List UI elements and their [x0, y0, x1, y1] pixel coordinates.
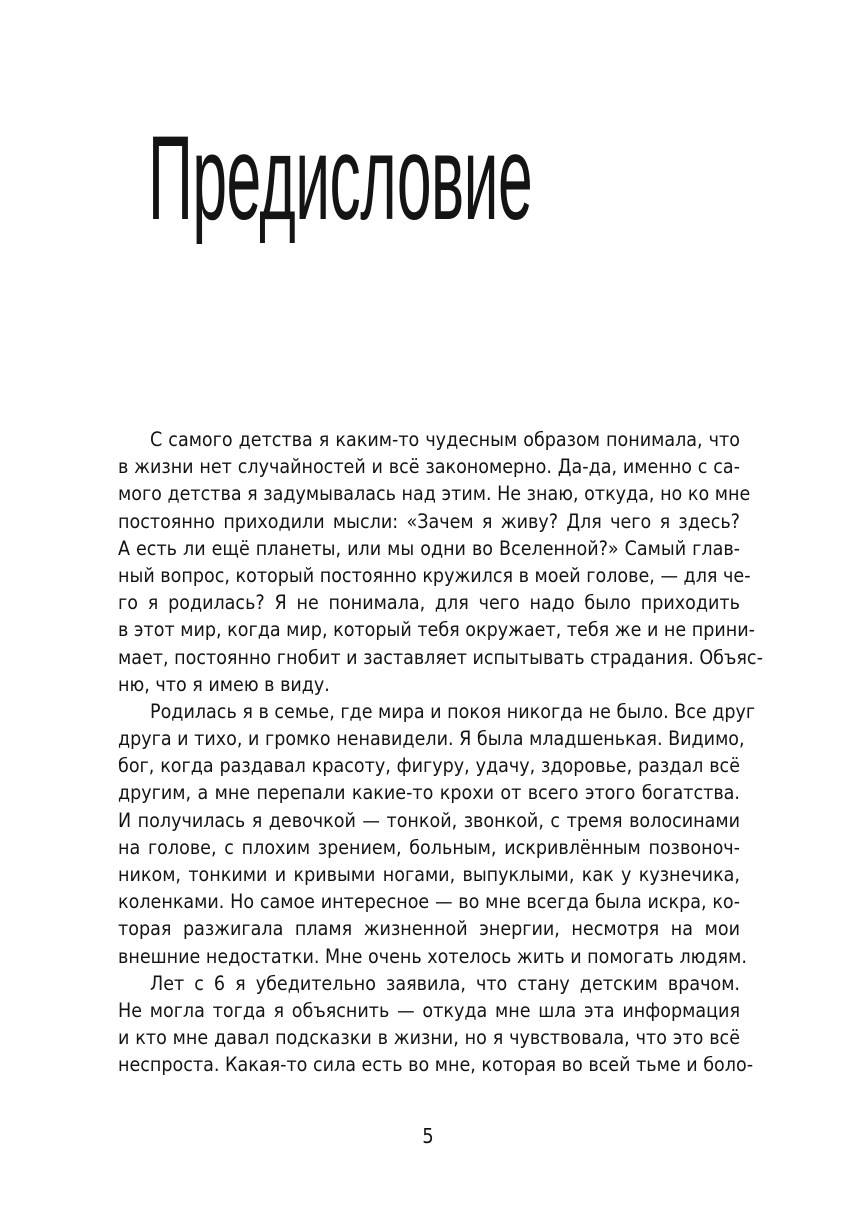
text-line: друга и тихо, и громко ненавидели. Я была младшенькая. Видимо, — [118, 727, 745, 751]
text-line: мает, постоянно гнобит и заставляет испытывать страдания. Объяс- — [118, 645, 763, 669]
text-line: и кто мне давал подсказки в жизни, но я чувствовала, что это всё — [118, 1026, 740, 1050]
text-line: мого детства я задумывалась над этим. Не знаю, откуда, но ко мне — [118, 482, 751, 506]
text-line: неспроста. Какая-то сила есть во мне, которая во всей тьме и боло- — [118, 1053, 754, 1077]
text-line: И получилась я девочкой — тонкой, звонкой, с тремя волосинами — [118, 808, 740, 832]
text-line: постоянно приходили мысли: «Зачем я живу? Для чего я здесь? — [118, 509, 740, 533]
text-line: ником, тонкими и кривыми ногами, выпуклыми, как у кузнечика, — [118, 863, 740, 886]
text-line: Лет с 6 я убедительно заявила, что стану детским врачом. — [150, 971, 740, 995]
text-line: Не могла тогда я объяснить — откуда мне шла эта информация — [118, 998, 740, 1022]
text-line: бог, когда раздавал красоту, фигуру, удачу, здоровье, раздал всё — [118, 754, 740, 778]
text-line: ный вопрос, который постоянно кружился в моей голове, — для че- — [118, 563, 751, 587]
text-line: А есть ли ещё планеты, или мы одни во Вселенной?» Самый глав- — [118, 536, 740, 560]
body-text — [118, 426, 763, 1079]
text-line: Родилась я в семье, где мира и покоя никогда не было. Все друг — [150, 699, 756, 723]
chapter-title: Предисловие — [148, 111, 533, 245]
text-line: внешние недостатки. Мне очень хотелось жить и помогать людям. — [118, 944, 747, 968]
text-line: на голове, с плохим зрением, больным, искривлённым позвоноч- — [118, 835, 740, 859]
text-line: в жизни нет случайностей и всё закономерно. Да-да, именно с са- — [118, 455, 740, 479]
text-line: С самого детства я каким-то чудесным образом понимала, что — [150, 428, 740, 451]
text-line: торая разжигала пламя жизненной энергии, несмотря на мои — [118, 917, 740, 941]
page-number: 5 — [422, 1124, 434, 1148]
text-line: ню, что я имею в виду. — [118, 672, 330, 696]
text-line: в этот мир, когда мир, который тебя окружает, тебя же и не прини- — [118, 618, 755, 642]
text-line: другим, а мне перепали какие-то крохи от всего этого богатства. — [118, 781, 740, 805]
text-line: коленками. Но самое интересное — во мне всегда была искра, ко- — [118, 890, 740, 914]
text-line: го я родилась? Я не понимала, для чего надо было приходить — [118, 591, 740, 615]
